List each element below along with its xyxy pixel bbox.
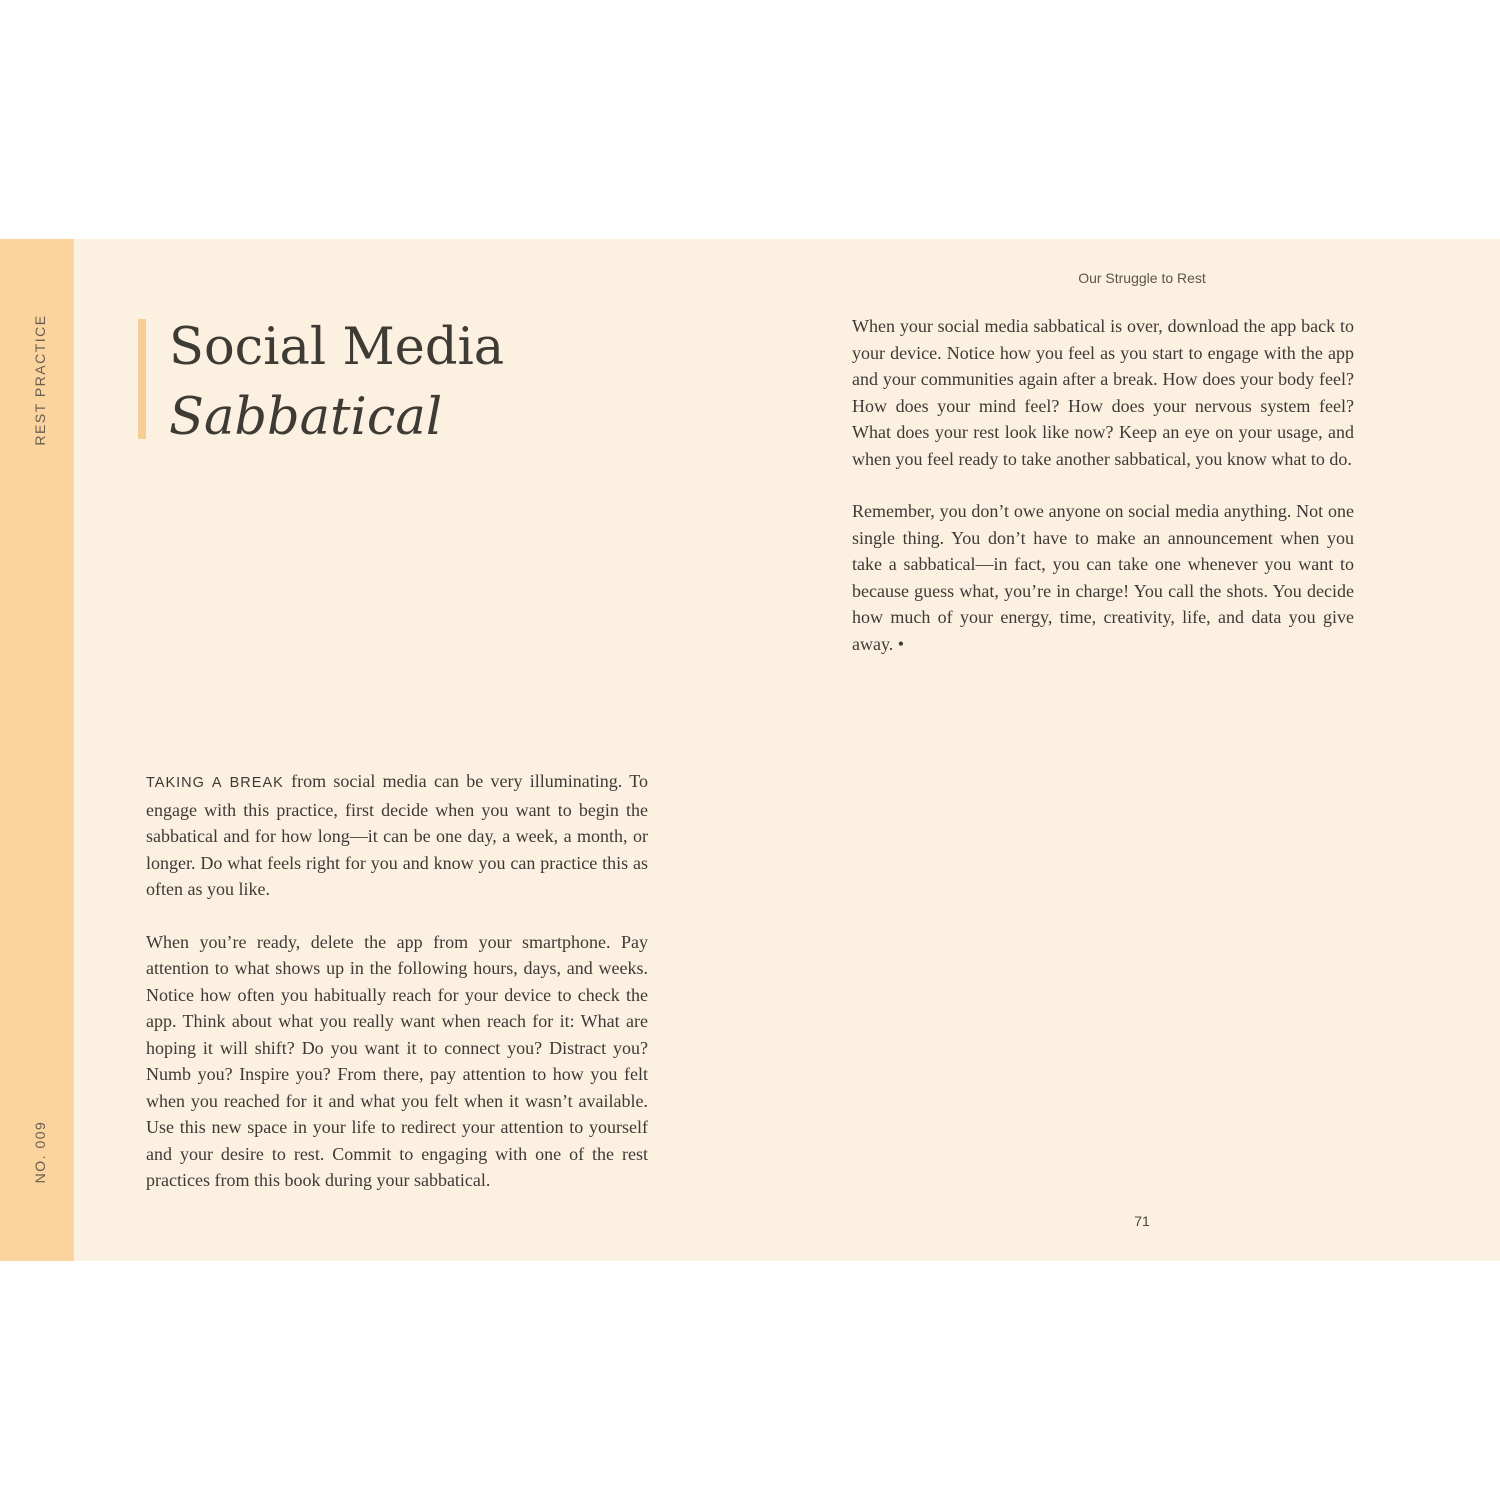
left-column	[146, 768, 648, 1220]
paragraph	[146, 768, 648, 903]
practice-number-label: NO. 009	[32, 1120, 48, 1184]
paragraph: Remember, you don’t owe anyone on social media anything. Not one single thing. You don’t have to make an announcement when you take a sabbatical—in fact, you can take one whenever you want to because guess what, you’re in charge! You call the shots. You decide how much of your energy, time, creativity, life, and data you give away. •	[852, 501, 1354, 654]
side-band	[0, 239, 74, 1261]
title-accent-bar	[138, 319, 146, 439]
running-head: Our Struggle to Rest	[1078, 270, 1206, 286]
paragraph: When you’re ready, delete the app from your smartphone. Pay attention to what shows up in the following hours, days, and weeks. Notice how often you habitually reach for your device to check the app. Think about what you really want when reach for it: What are hoping it will shift? Do you want it to connect you? Distract you? Numb you? Inspire you? From there, pay attention to how you felt when you reached for it and what you felt when it wasn’t available. Use this new space in your life to redirect your attention to yourself and your desire to rest. Commit to engaging with one of the rest practices from this book during your sabbatical.	[146, 931, 648, 1190]
lead-in: TAKING A BREAK	[146, 775, 284, 791]
title-line-1: Social Media	[169, 318, 505, 377]
chapter-title	[169, 313, 504, 453]
title-line-2: Sabbatical	[169, 388, 443, 447]
paragraph-text: from social media can be very illuminating. To engage with this practice, first decide when you want to begin the sabbatical and for how long—it can be one day, a week, a month, or longer. Do what feels right for you and know you can practice this as often as you like.	[146, 771, 648, 899]
section-label: REST PRACTICE	[32, 314, 48, 446]
right-column	[852, 313, 1354, 683]
book-spread	[0, 239, 1500, 1261]
paragraph: When your social media sabbatical is over, download the app back to your device. Notice how you feel as you start to engage with the app and your communities again after a break. How does your body feel? How does your mind feel? How does your nervous system feel? What does your rest look like now? Keep an eye on your usage, and when you feel ready to take another sabbatical, you know what to do.	[852, 316, 1354, 469]
page-number: 71	[1134, 1213, 1150, 1229]
